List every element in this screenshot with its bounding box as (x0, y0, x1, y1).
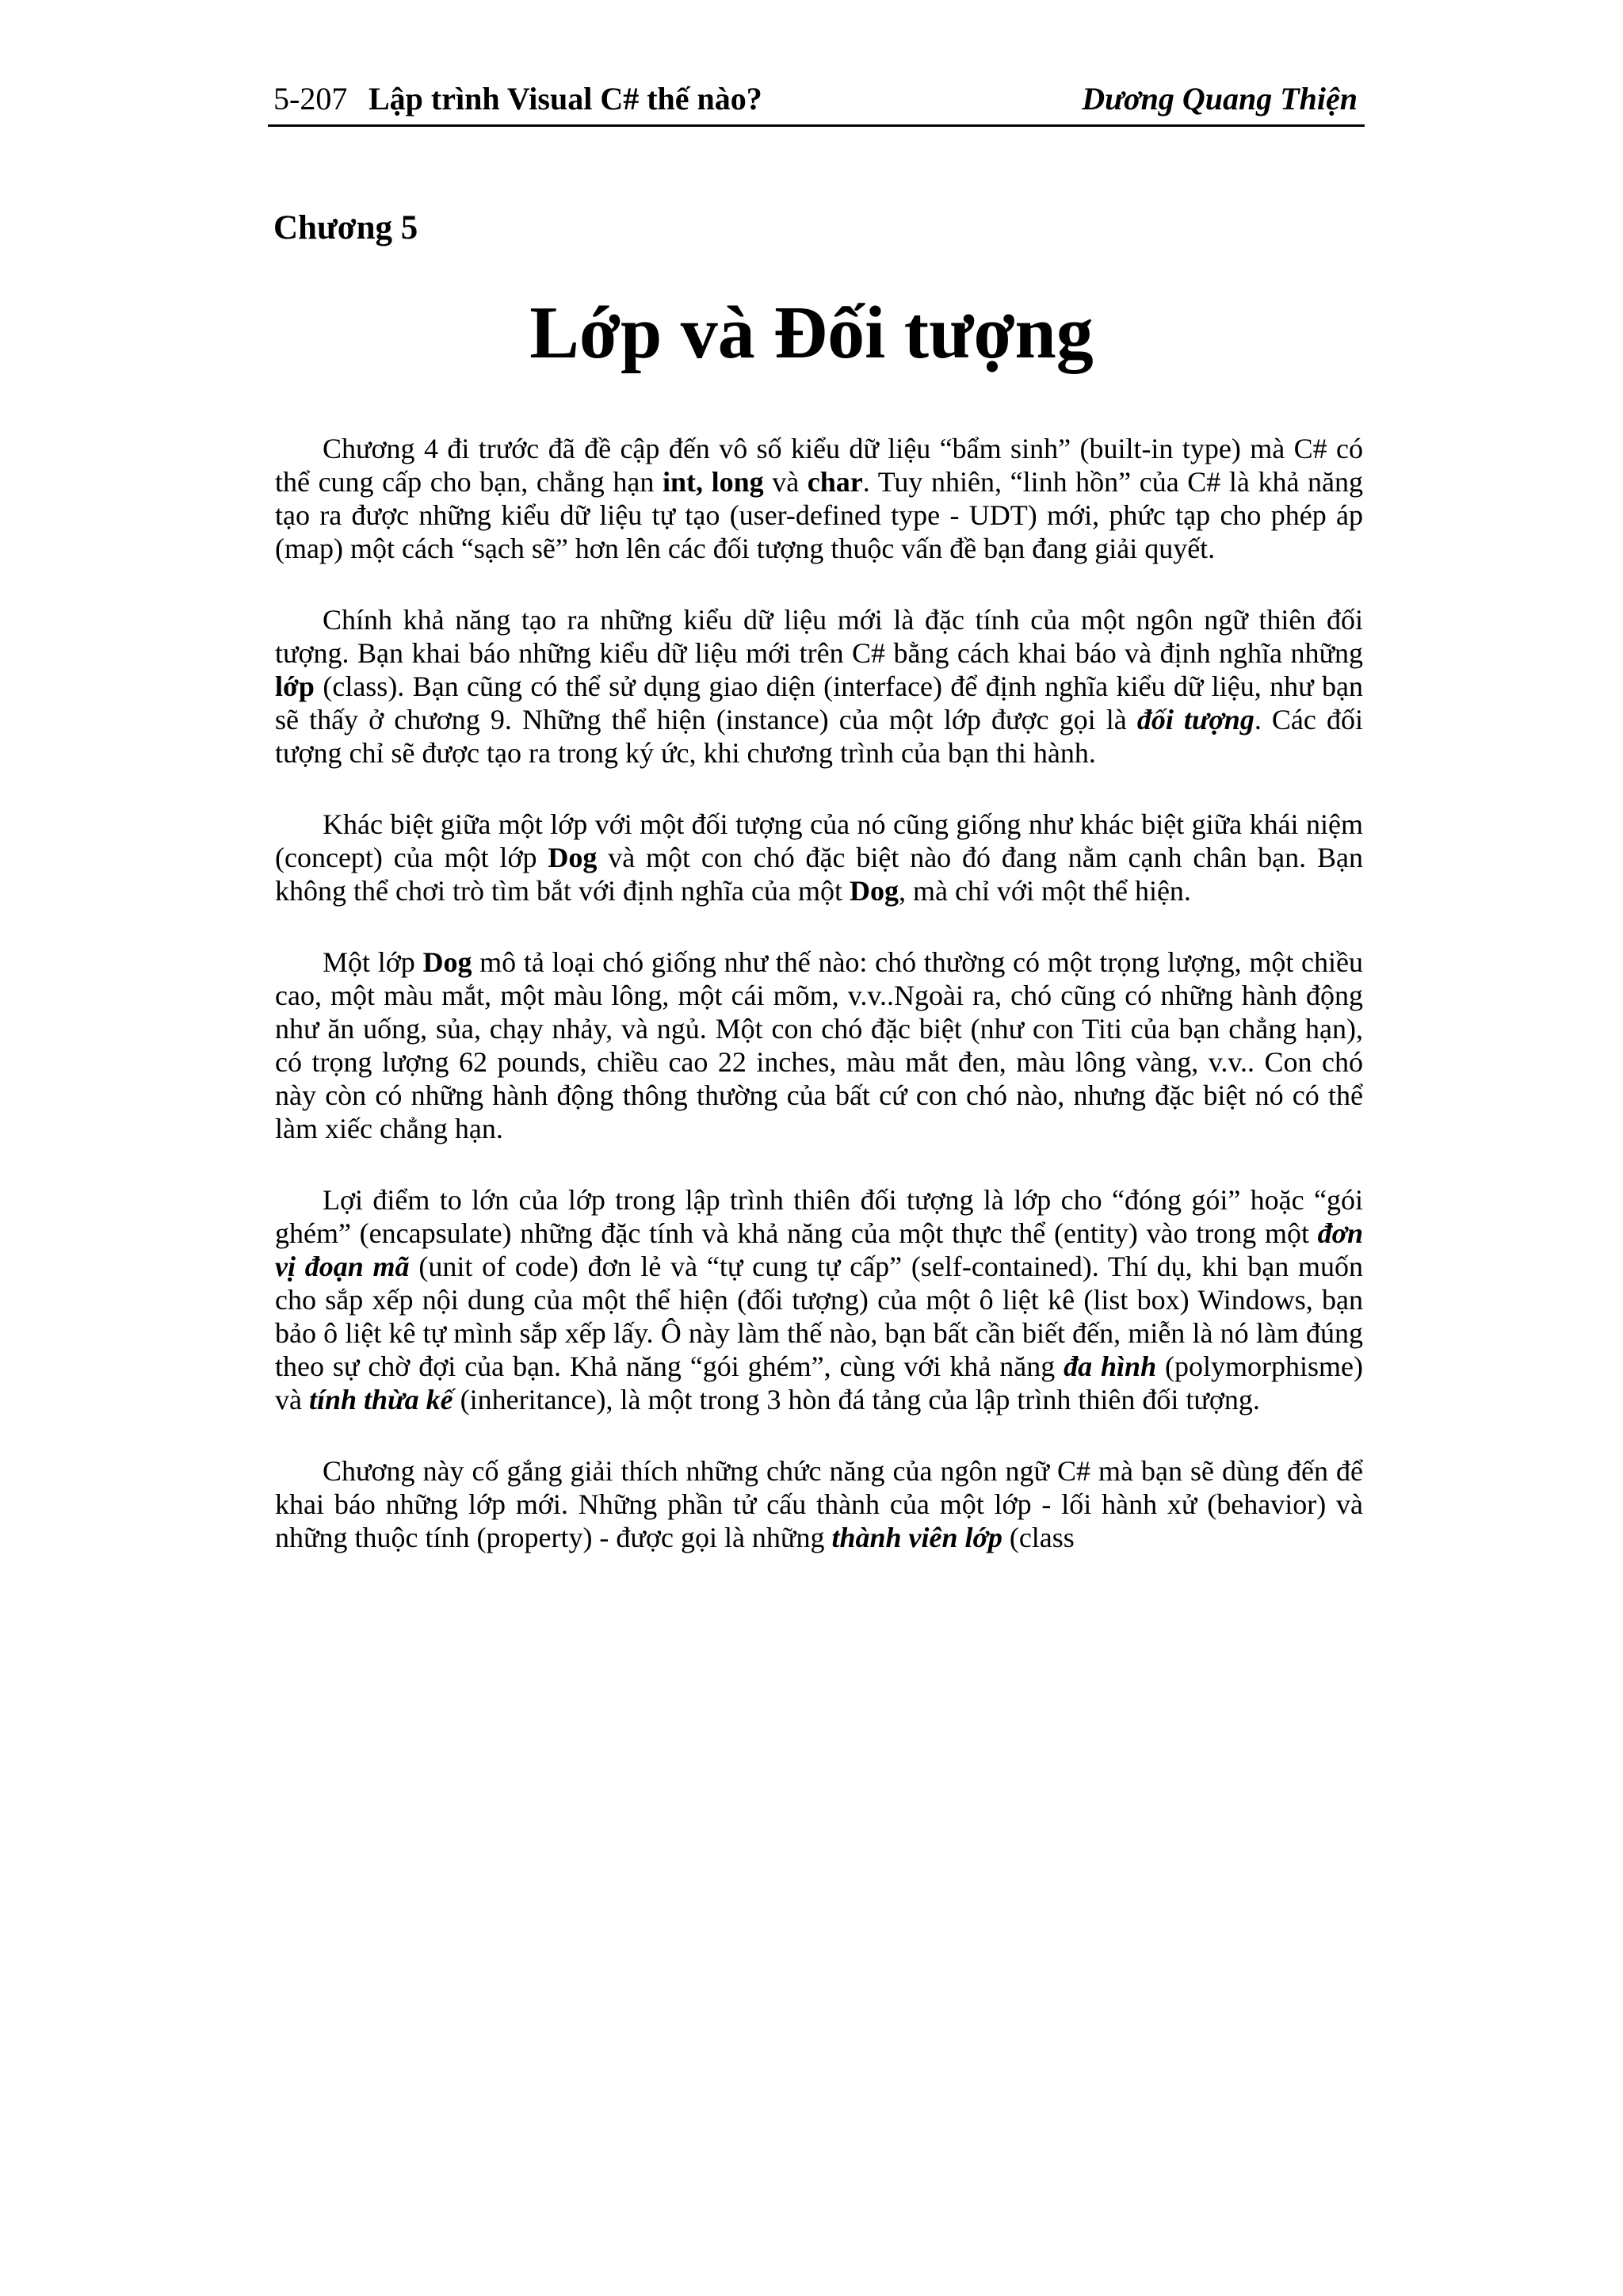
text-run: . Tuy nhiên, “linh hồn” của C# là khả năng tạo ra được những kiểu dữ liệu tự tạo (user-defined type - UDT) mới, phức tạp cho phép áp (map) một cách “sạch sẽ” hơn lên các đối tượng thuộc vấn đề bạn đang giải quyết. (275, 466, 1364, 564)
text-run-bold: char (807, 466, 863, 498)
body-text (275, 432, 1363, 1554)
author-name: Dương Quang Thiện (1082, 81, 1358, 117)
text-run: Lợi điểm to lớn của lớp trong lập trình thiên đối tượng là lớp cho “đóng gói” hoặc “gói ghém” (encapsulate) những đặc tính và khả năng của một thực thể (entity) vào trong một (275, 1184, 1363, 1249)
text-run: (inheritance), là một trong 3 hòn đá tảng của lập trình thiên đối tượng. (453, 1384, 1260, 1415)
text-run-bold-italic: tính thừa kế (308, 1384, 453, 1415)
text-run: và một con chó đặc biệt nào đó đang nằm cạnh chân bạn. Bạn không thể chơi trò tìm bắt với định nghĩa của một (275, 842, 1364, 907)
paragraph-2 (275, 603, 1363, 770)
paragraph-3 (275, 808, 1363, 907)
chapter-label: Chương 5 (273, 209, 418, 246)
page-header (273, 73, 1364, 127)
text-run: Một lớp (323, 946, 423, 978)
header-rule (268, 124, 1365, 127)
paragraph-4 (275, 946, 1363, 1145)
chapter-title: Lớp và Đối tượng (529, 292, 1094, 374)
paragraph-1 (275, 432, 1363, 565)
paragraph-6 (275, 1454, 1363, 1554)
text-run: và (763, 466, 808, 498)
text-run-bold: lớp (275, 670, 315, 702)
text-run: Khác biệt giữa một lớp với một đối tượng của nó cũng giống như khác biệt giữa khái niệm (concept) của một lớp (275, 808, 1363, 873)
text-run-bold: int, long (662, 466, 764, 498)
text-run-bold: Dog (422, 946, 472, 978)
text-run: . Các đối tượng chỉ sẽ được tạo ra trong ký ức, khi chương trình của bạn thi hành. (275, 704, 1363, 769)
book-title: Lập trình Visual C# thế nào? (369, 81, 762, 117)
text-run: mô tả loại chó giống như thế nào: chó thường có một trọng lượng, một chiều cao, một màu mắt, một màu lông, một cái mõm, v.v..Ngoài ra, chó cũng có những hành động như ăn uống, sủa, chạy nhảy, và ngủ. Một con chó đặc biệt (như con Titi của bạn chẳng hạn), có trọng lượng 62 pounds, chiều cao 22 inches, màu mắt đen, màu lông vàng, v.v.. Con chó này còn có những hành động thông thường của bất cứ con chó nào, nhưng đặc biệt nó có thể làm xiếc chẳng hạn. (275, 946, 1363, 1144)
text-run-bold-italic: đơn vị đoạn mã (275, 1217, 1363, 1282)
text-run-bold-italic: đối tượng (1136, 704, 1254, 735)
text-run: (class). Bạn cũng có thể sử dụng giao diện (interface) để định nghĩa kiểu dữ liệu, như bạn sẽ thấy ở chương 9. Những thể hiện (instance) của một lớp được gọi là (275, 670, 1363, 735)
text-run: (class (1002, 1522, 1075, 1553)
paragraph-5 (275, 1183, 1363, 1416)
page-number: 5-207 (273, 81, 348, 117)
text-run: (unit of code) đơn lẻ và “tự cung tự cấp” (self-contained). Thí dụ, khi bạn muốn cho sắp xếp nội dung của một thể hiện (đối tượng) của một ô liệt kê (list box) Windows, bạn bảo ô liệt kê tự mình sắp xếp lấy. Ô này làm thế nào, bạn bất cần biết đến, miễn là nó làm đúng theo sự chờ đợi của bạn. Khả năng “gói ghém”, cùng với khả năng (275, 1251, 1363, 1382)
text-run-bold: Dog (548, 842, 598, 873)
text-run: (polymorphisme) và (275, 1350, 1363, 1415)
text-run: Chương 4 đi trước đã đề cập đến vô số kiểu dữ liệu “bẩm sinh” (built-in type) mà C# có thể cung cấp cho bạn, chẳng hạn (275, 433, 1363, 498)
text-run-bold-italic: đa hình (1064, 1350, 1157, 1382)
text-run: Chương này cố gắng giải thích những chức năng của ngôn ngữ C# mà bạn sẽ dùng đến để khai báo những lớp mới. Những phần tử cấu thành của một lớp - lối hành xử (behavior) và những thuộc tính (property) - được gọi là những (275, 1455, 1363, 1553)
text-run: , mà chỉ với một thể hiện. (898, 875, 1191, 907)
text-run-bold-italic: thành viên lớp (831, 1522, 1002, 1553)
text-run-bold: Dog (849, 875, 899, 907)
text-run: Chính khả năng tạo ra những kiểu dữ liệu mới là đặc tính của một ngôn ngữ thiên đối tượng. Bạn khai báo những kiểu dữ liệu mới trên C# bằng cách khai báo và định nghĩa những (275, 604, 1363, 669)
